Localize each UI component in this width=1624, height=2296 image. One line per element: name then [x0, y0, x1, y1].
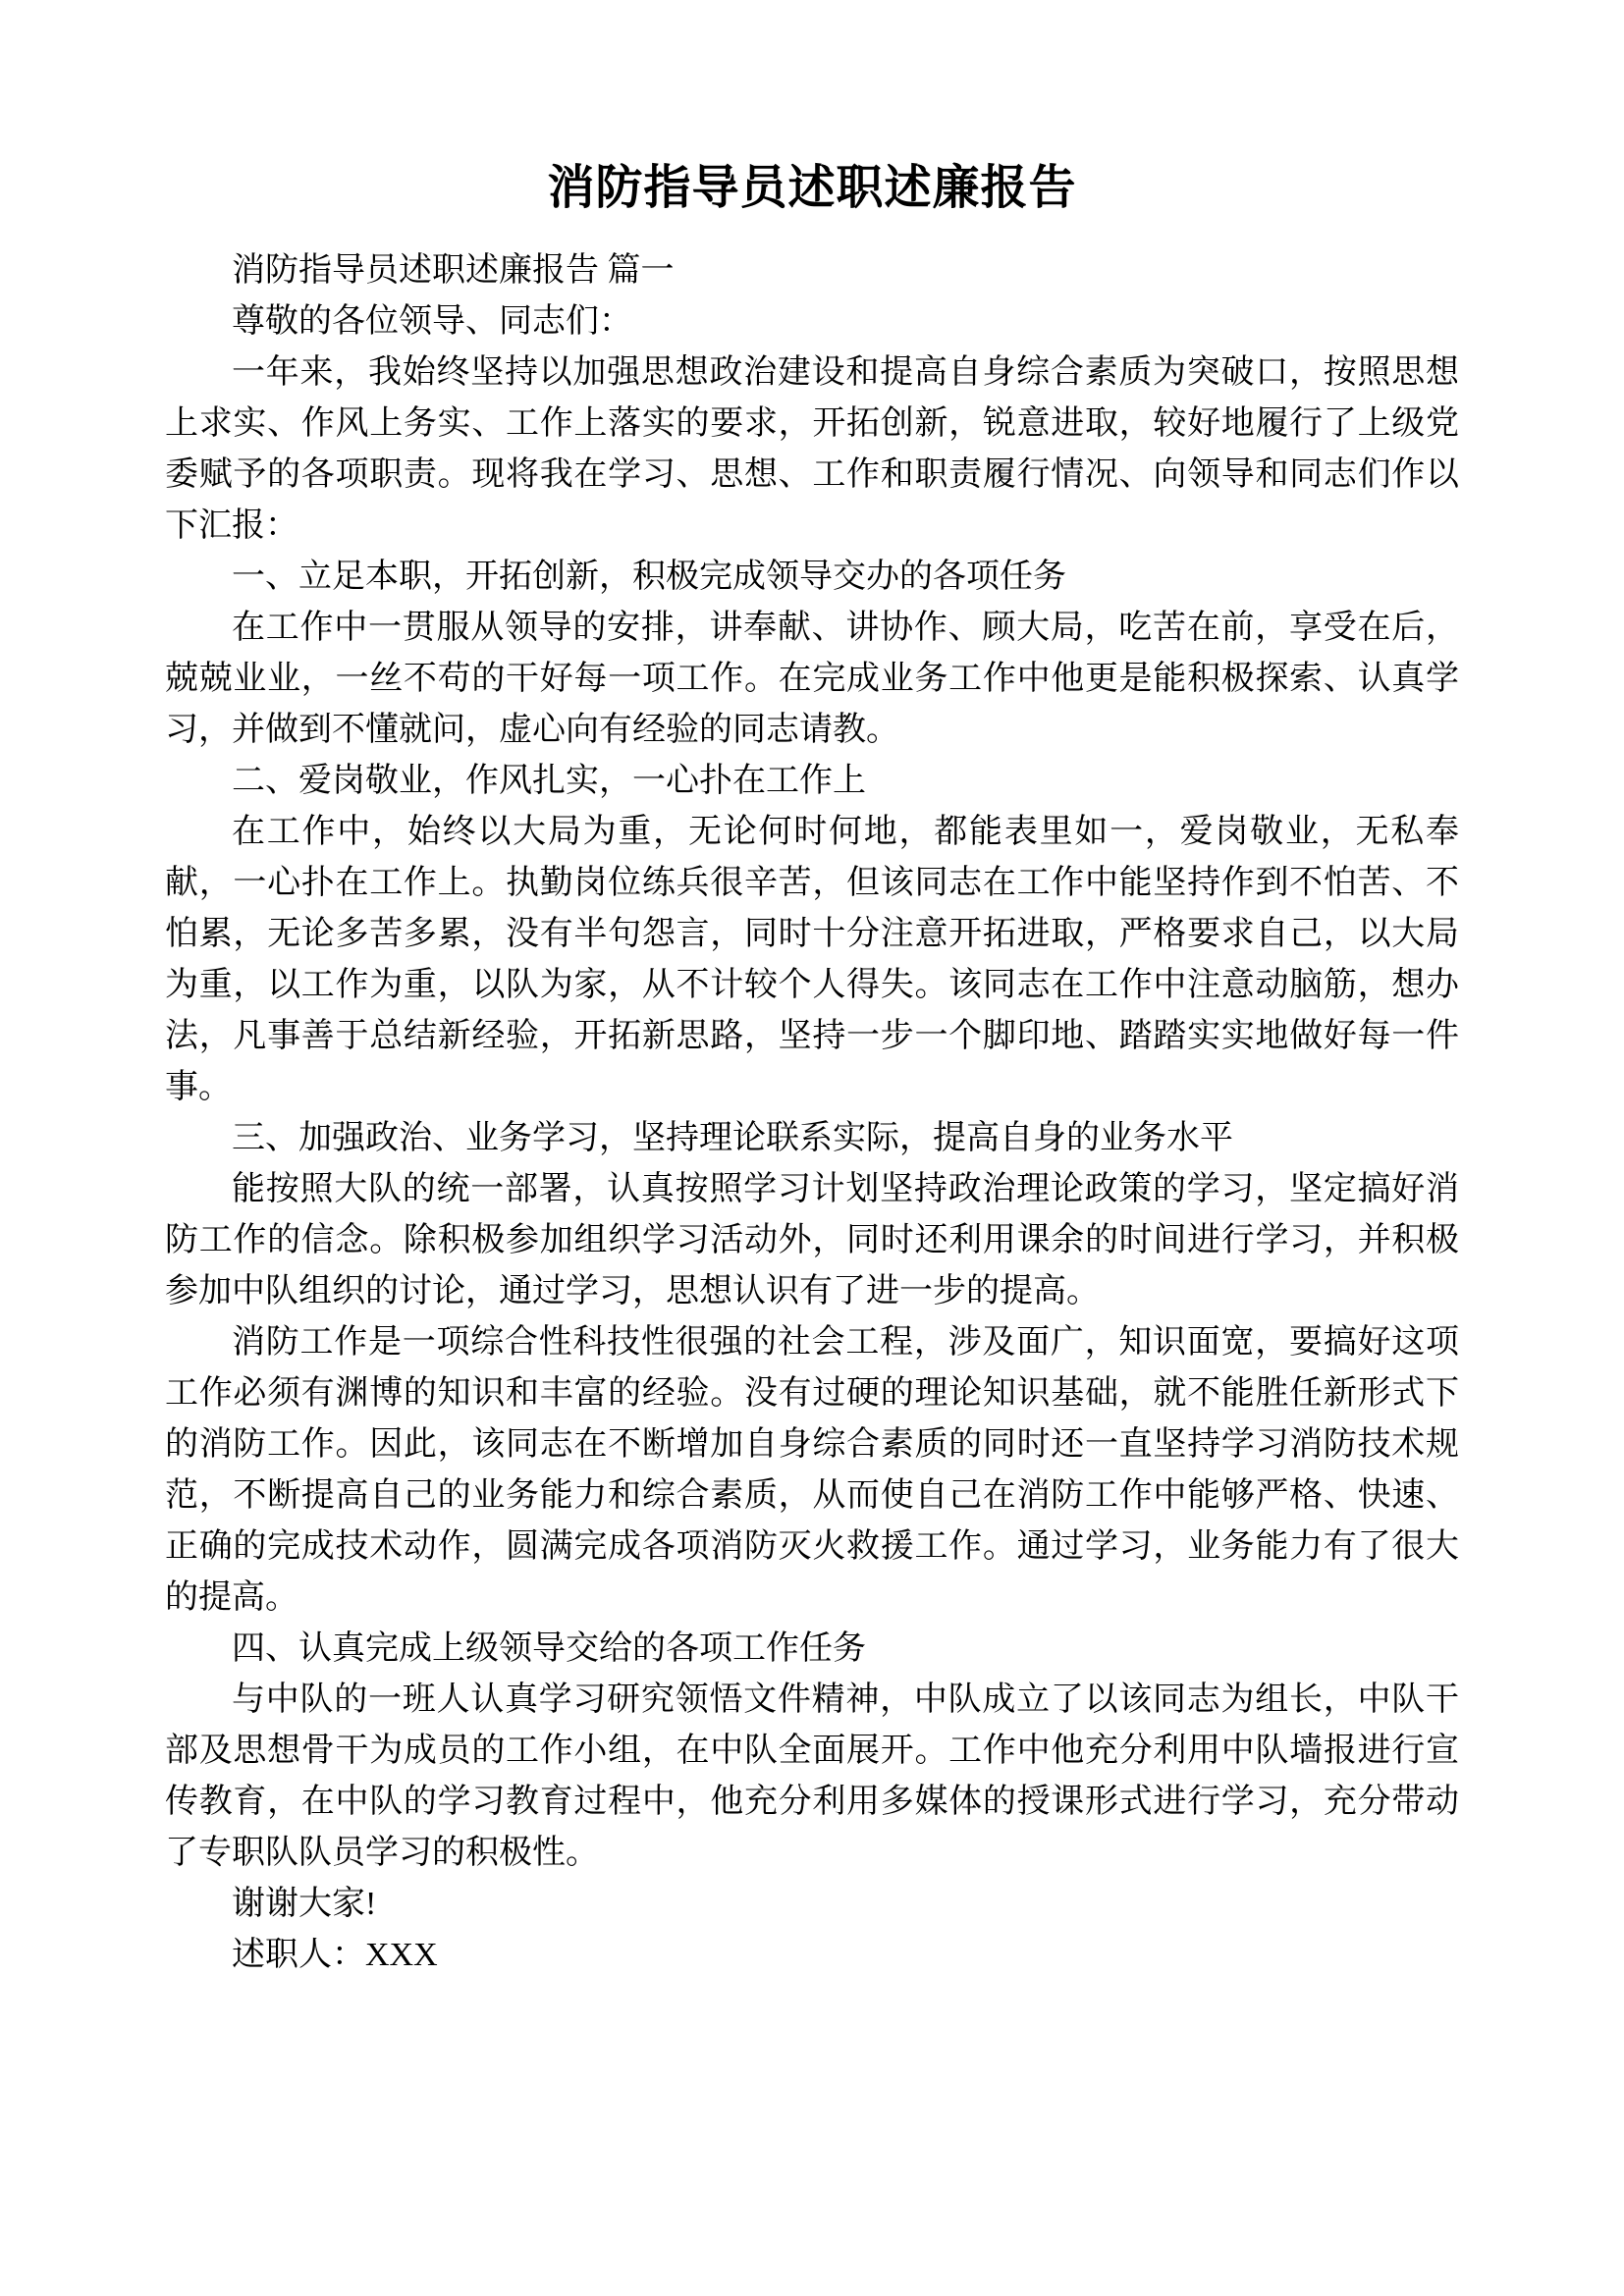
paragraph-section-4: 四、认真完成上级领导交给的各项工作任务	[232, 1630, 866, 1667]
paragraph-salutation: 尊敬的各位领导、同志们：	[232, 303, 632, 340]
paragraph-section-2-body: 在工作中，始终以大局为重，无论何时何地，都能表里如一，爱岗敬业，无私奉献，一心扑在工作上。执勤岗位练兵很辛苦，但该同志在工作中能坚持作到不怕苦、不怕累，无论多苦多累，没有半句怨言，同时十分注意开拓进取，严格要求自己，以大局为重，以工作为重，以队为家，从不计较个人得失。该同志在工作中注意动脑筋，想办法，凡事善于总结新经验，开拓新思路，坚持一步一个脚印地、踏踏实实地做好每一件事。	[165, 814, 1459, 1105]
paragraph-signature: 述职人：XXX	[232, 1937, 438, 1973]
paragraph-opening: 一年来，我始终坚持以加强思想政治建设和提高自身综合素质为突破口，按照思想上求实、作风上务实、工作上落实的要求，开拓创新，锐意进取，较好地履行了上级党委赋予的各项职责。现将我在学习、思想、工作和职责履行情况、向领导和同志们作以下汇报：	[165, 354, 1459, 544]
paragraph-section-1: 一、立足本职，开拓创新，积极完成领导交办的各项任务	[232, 559, 1066, 595]
paragraph-section-3: 三、加强政治、业务学习，坚持理论联系实际，提高自身的业务水平	[232, 1120, 1233, 1156]
paragraph-section-3-body-1: 能按照大队的统一部署，认真按照学习计划坚持政治理论政策的学习，坚定搞好消防工作的信念。除积极参加组织学习活动外，同时还利用课余的时间进行学习，并积极参加中队组织的讨论，通过学习，思想认识有了进一步的提高。	[165, 1171, 1459, 1309]
paragraph-section-1-body: 在工作中一贯服从领导的安排，讲奉献、讲协作、顾大局，吃苦在前，享受在后，兢兢业业，一丝不苟的干好每一项工作。在完成业务工作中他更是能积极探索、认真学习，并做到不懂就问，虚心向有经验的同志请教。	[165, 610, 1459, 748]
document-title: 消防指导员述职述廉报告	[547, 162, 1077, 214]
paragraph-thanks: 谢谢大家!	[232, 1886, 377, 1922]
document-body	[165, 245, 1459, 1981]
paragraph-section-2: 二、爱岗敬业，作风扎实，一心扑在工作上	[232, 763, 866, 799]
paragraph-intro-label: 消防指导员述职述廉报告 篇一	[232, 252, 675, 289]
paragraph-section-3-body-2: 消防工作是一项综合性科技性很强的社会工程，涉及面广，知识面宽，要搞好这项工作必须有渊博的知识和丰富的经验。没有过硬的理论知识基础，就不能胜任新形式下的消防工作。因此，该同志在不断增加自身综合素质的同时还一直坚持学习消防技术规范，不断提高自己的业务能力和综合素质，从而使自己在消防工作中能够严格、快速、正确的完成技术动作，圆满完成各项消防灭火救援工作。通过学习，业务能力有了很大的提高。	[165, 1324, 1459, 1616]
paragraph-section-4-body: 与中队的一班人认真学习研究领悟文件精神，中队成立了以该同志为组长，中队干部及思想骨干为成员的工作小组，在中队全面展开。工作中他充分利用中队墙报进行宣传教育，在中队的学习教育过程中，他充分利用多媒体的授课形式进行学习，充分带动了专职队队员学习的积极性。	[165, 1682, 1459, 1871]
